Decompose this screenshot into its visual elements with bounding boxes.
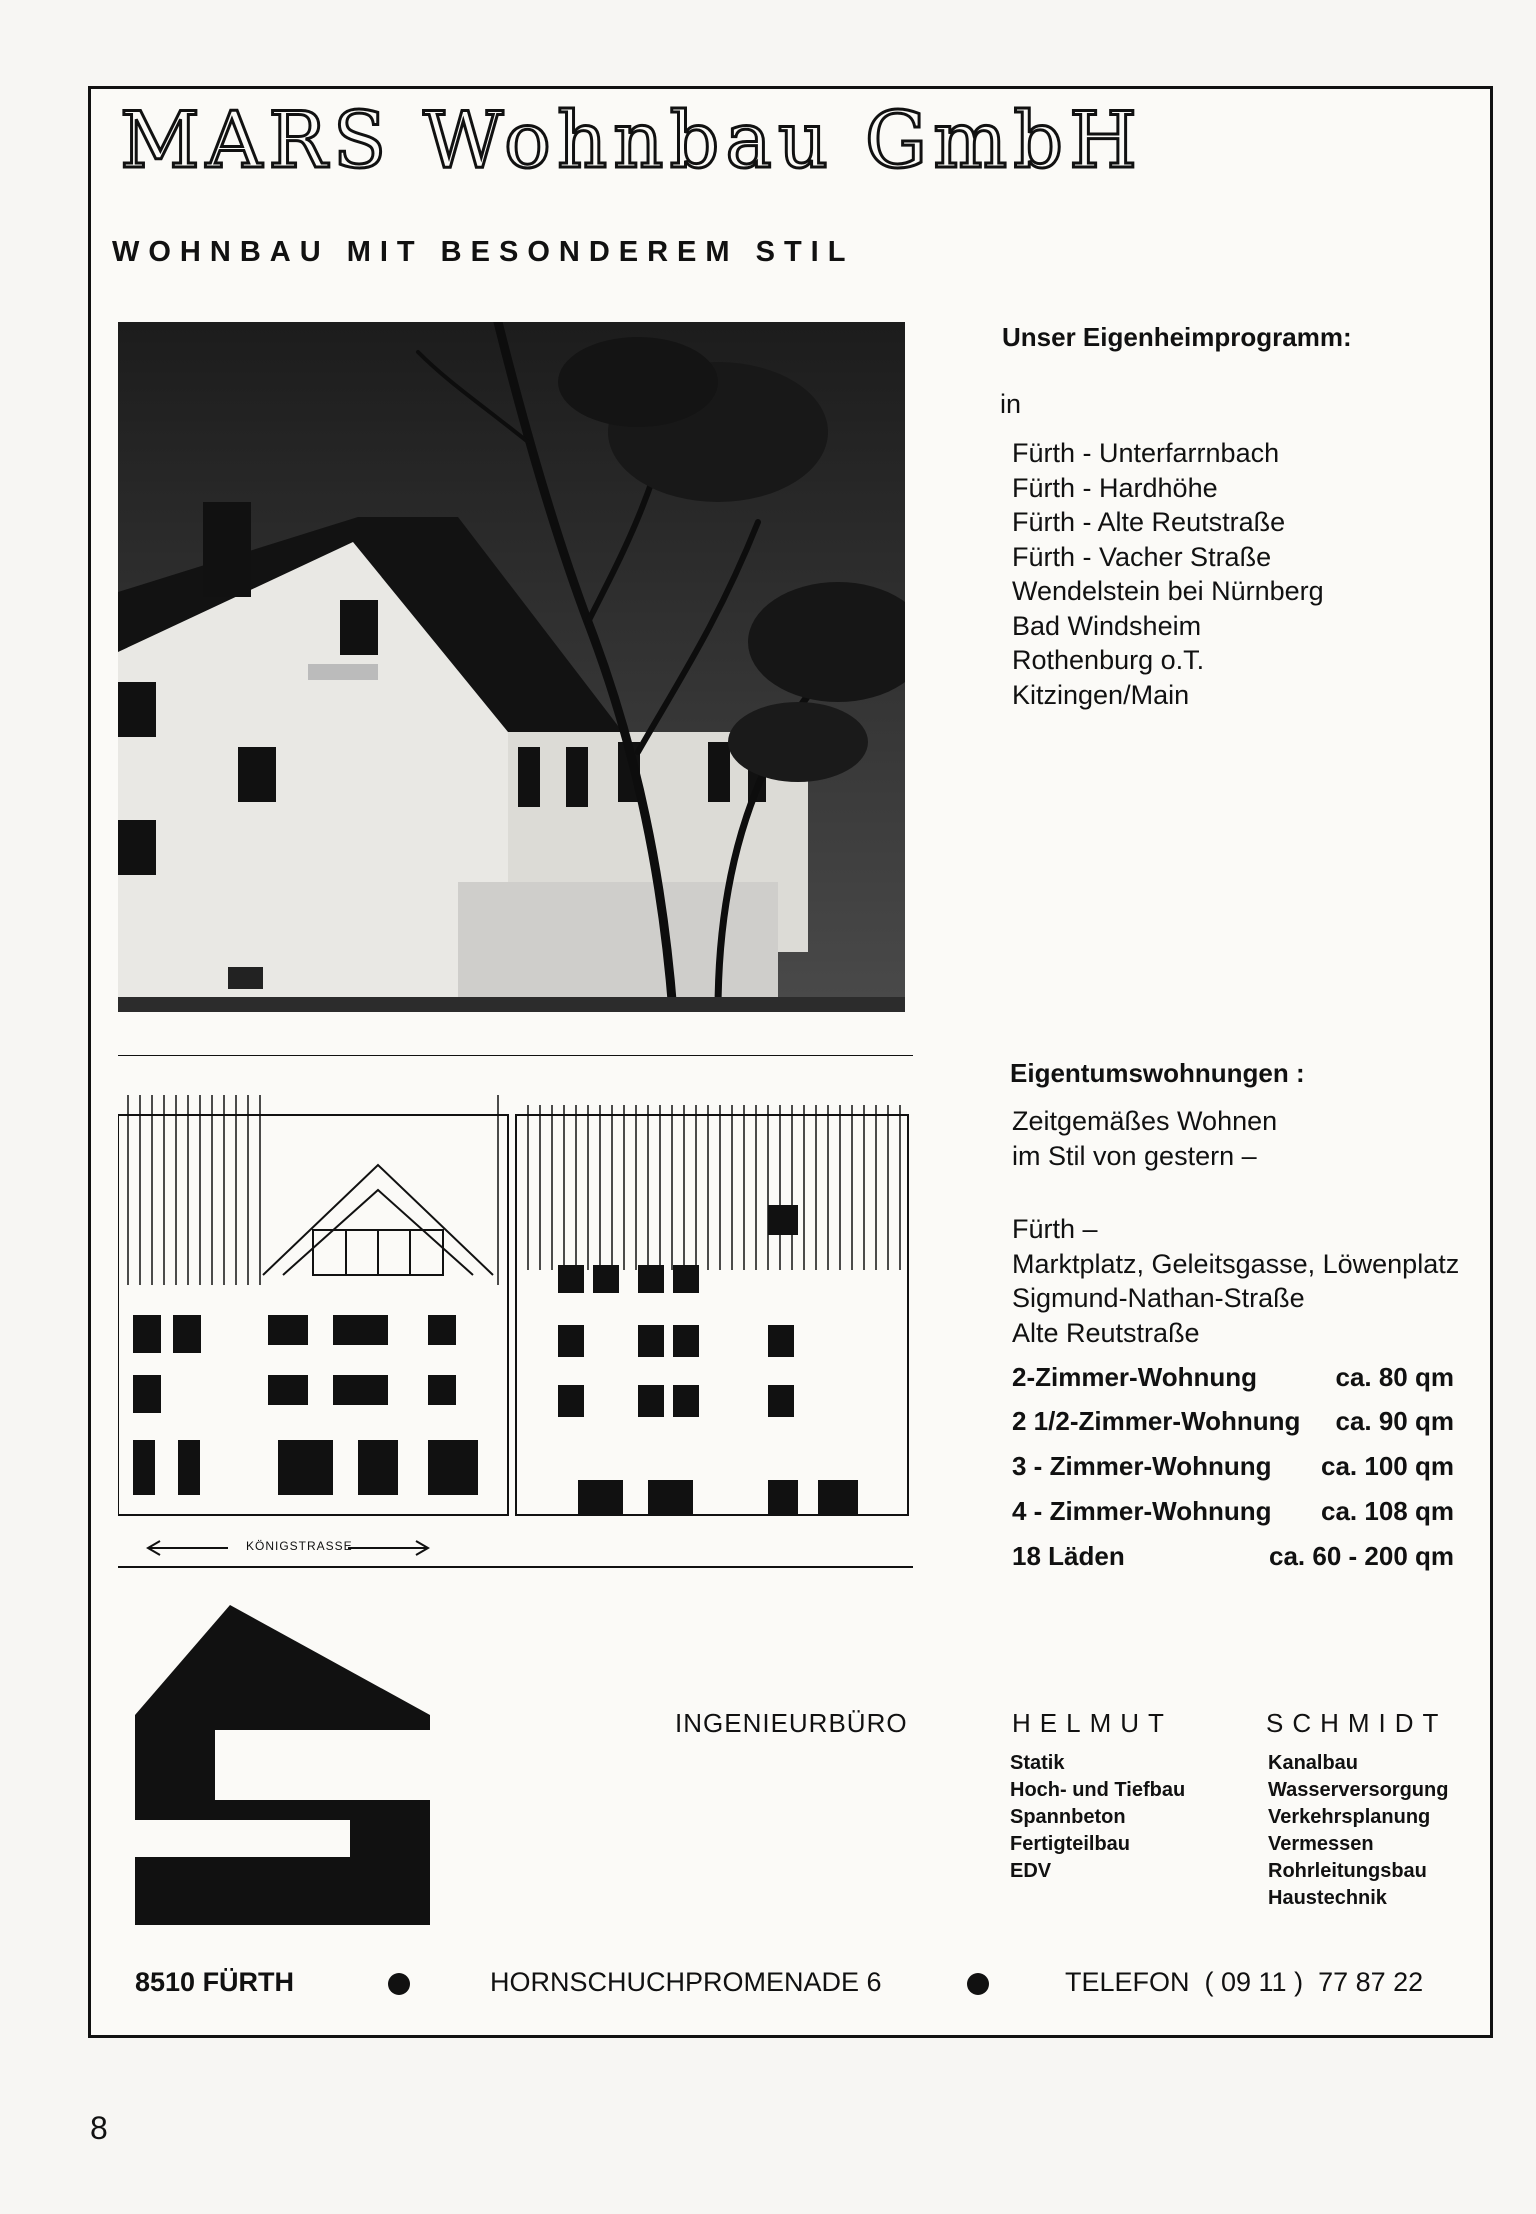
location-item: Wendelstein bei Nürnberg [1012,576,1324,606]
apartment-type: 2 1/2-Zimmer-Wohnung [1012,1406,1301,1436]
services-left-list [1010,1750,1185,1885]
bullet-dot-icon [967,1973,989,1995]
service-item: Vermessen [1268,1833,1374,1855]
elevation-drawing [118,1055,913,1570]
footer-address: HORNSCHUCHPROMENADE 6 [490,1967,882,1997]
apartment-type: 2-Zimmer-Wohnung [1012,1362,1258,1392]
slogan: WOHNBAU MIT BESONDEREM STIL [112,236,855,268]
location-item: Fürth - Vacher Straße [1012,541,1272,572]
apartment-type: 3 - Zimmer-Wohnung [1012,1451,1272,1481]
engineer-logo [135,1605,435,1925]
service-item: Statik [1010,1752,1065,1774]
eigentum-address-list [1012,1212,1459,1350]
engineer-last-name: SCHMIDT [1266,1708,1448,1738]
location-item: Rothenburg o.T. [1012,645,1205,675]
services-right-list [1268,1750,1448,1912]
tagline-line: Zeitgemäßes Wohnen [1012,1106,1278,1136]
engineer-first-name: HELMUT [1012,1708,1173,1738]
street-line: Sigmund-Nathan-Straße [1012,1283,1305,1313]
apartment-size: ca. 90 qm [1335,1406,1454,1436]
service-item: Spannbeton [1010,1806,1126,1828]
location-item: Fürth - Unterfarrnbach [1012,438,1280,468]
apartment-row [1012,1541,1454,1581]
service-item: Rohrleitungsbau [1268,1860,1427,1882]
apartment-size: ca. 108 qm [1321,1496,1454,1526]
brand-logo-title: MARS Wohnbau GmbH [120,96,1144,186]
eigentum-heading: Eigentumswohnungen : [1010,1058,1305,1088]
city-line: Fürth – [1012,1214,1098,1244]
bullet-dot-icon [388,1973,410,1995]
footer-city: 8510 FÜRTH [135,1967,295,1997]
location-item: Fürth - Hardhöhe [1012,472,1218,503]
service-item: Kanalbau [1268,1752,1359,1774]
service-item: Haustechnik [1268,1887,1387,1909]
street-line: Alte Reutstraße [1012,1317,1200,1348]
service-item: EDV [1010,1860,1052,1882]
footer-phone: TELEFON ( 09 11 ) 77 87 22 [1065,1967,1424,1997]
service-item: Fertigteilbau [1010,1833,1131,1855]
apartment-type: 4 - Zimmer-Wohnung [1012,1496,1272,1526]
street-label: KÖNIGSTRASSE [246,1539,353,1553]
eigenheim-intro: in [1000,389,1022,419]
apartment-row [1012,1496,1454,1536]
apartment-row [1012,1451,1454,1491]
apartment-type: 18 Läden [1012,1541,1125,1571]
service-item: Verkehrsplanung [1268,1806,1431,1828]
service-item: Hoch- und Tiefbau [1010,1779,1186,1801]
page-number: 8 [90,2110,108,2146]
apartment-size: ca. 60 - 200 qm [1269,1541,1454,1571]
apartment-row [1012,1406,1454,1446]
apartment-size: ca. 80 qm [1335,1362,1454,1392]
service-item: Wasserversorgung [1268,1779,1449,1801]
eigenheim-location-list [1012,436,1324,712]
tagline-line: im Stil von gestern – [1012,1140,1257,1171]
location-item: Bad Windsheim [1012,610,1202,641]
apartment-size: ca. 100 qm [1321,1451,1454,1481]
eigentum-tagline [1012,1104,1277,1173]
eigenheim-heading: Unser Eigenheimprogramm: [1002,322,1352,352]
apartment-row [1012,1362,1454,1402]
location-item: Fürth - Alte Reutstraße [1012,507,1286,537]
house-photo [118,322,905,1012]
engineer-office-label: INGENIEURBÜRO [675,1708,908,1738]
street-line: Marktplatz, Geleitsgasse, Löwenplatz [1012,1248,1460,1279]
location-item: Kitzingen/Main [1012,679,1190,710]
